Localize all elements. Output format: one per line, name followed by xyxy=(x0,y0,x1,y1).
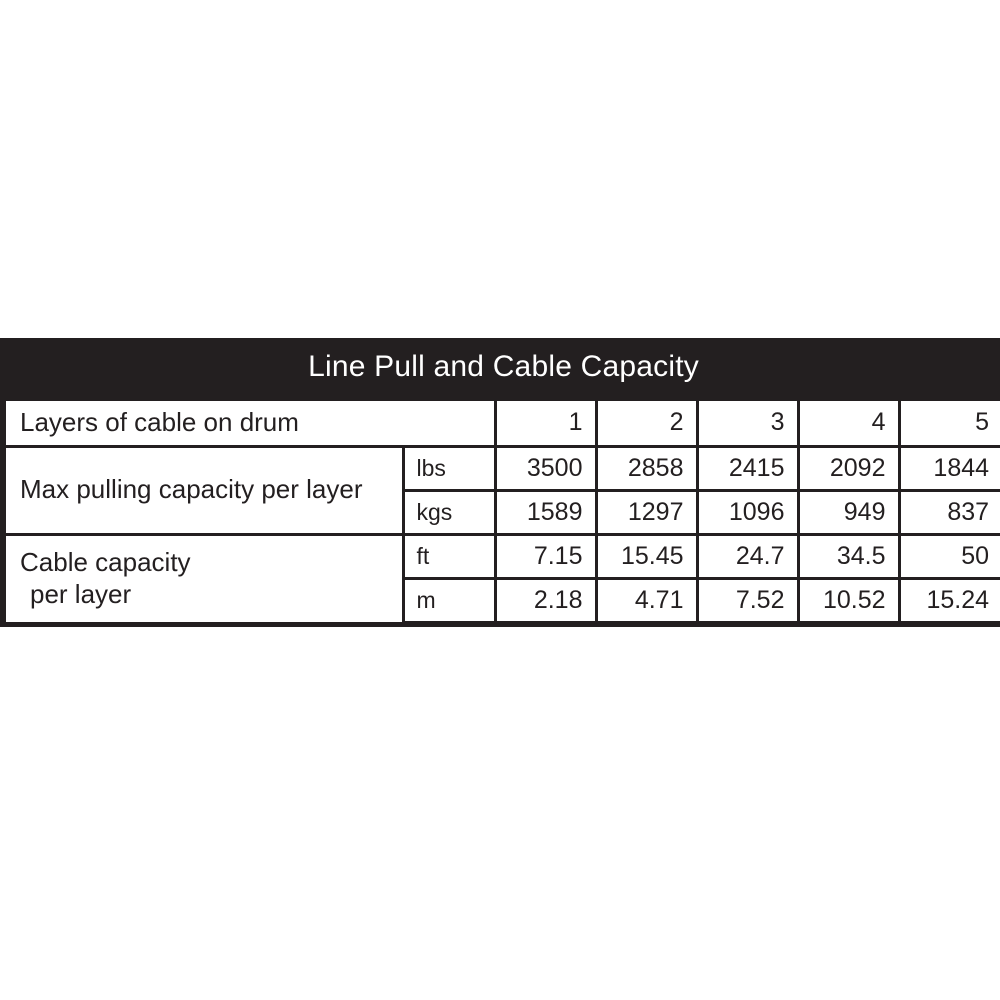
table-row-cable-capacity-ft xyxy=(3,534,1000,578)
cable-capacity-ft-layer-5: 50 xyxy=(899,534,1000,578)
row-label-line1: Max pulling capacity per xyxy=(20,474,299,505)
cable-capacity-ft-layer-3: 24.7 xyxy=(697,534,798,578)
unit-label-lbs: lbs xyxy=(403,446,495,490)
table-row-max-pull-lbs xyxy=(3,446,1000,490)
cable-capacity-m-layer-4: 10.52 xyxy=(798,578,899,624)
max-pull-lbs-layer-2: 2858 xyxy=(596,446,697,490)
unit-label-kgs: kgs xyxy=(403,490,495,534)
row-label-line1: Cable capacity xyxy=(20,547,191,578)
line-pull-cable-capacity-table-wrapper xyxy=(0,338,1000,627)
max-pull-kgs-layer-4: 949 xyxy=(798,490,899,534)
table-title: Line Pull and Cable Capacity xyxy=(3,338,1000,400)
max-pull-kgs-layer-5: 837 xyxy=(899,490,1000,534)
cable-capacity-m-layer-1: 2.18 xyxy=(495,578,596,624)
cable-capacity-ft-layer-1: 7.15 xyxy=(495,534,596,578)
unit-label-ft: ft xyxy=(403,534,495,578)
table-title-row xyxy=(3,338,1000,400)
cable-capacity-m-layer-3: 7.52 xyxy=(697,578,798,624)
max-pull-lbs-layer-3: 2415 xyxy=(697,446,798,490)
max-pull-kgs-layer-1: 1589 xyxy=(495,490,596,534)
row-label-layers: Layers of cable on drum xyxy=(3,400,495,447)
layer-header-3: 3 xyxy=(697,400,798,447)
cable-capacity-ft-layer-4: 34.5 xyxy=(798,534,899,578)
row-label-line2: layer xyxy=(306,474,363,505)
max-pull-lbs-layer-4: 2092 xyxy=(798,446,899,490)
max-pull-kgs-layer-3: 1096 xyxy=(697,490,798,534)
cable-capacity-ft-layer-2: 15.45 xyxy=(596,534,697,578)
layer-header-5: 5 xyxy=(899,400,1000,447)
max-pull-lbs-layer-5: 1844 xyxy=(899,446,1000,490)
unit-label-m: m xyxy=(403,578,495,624)
table-row-layers xyxy=(3,400,1000,447)
layer-header-1: 1 xyxy=(495,400,596,447)
row-label-cable-capacity xyxy=(3,534,403,624)
cable-capacity-m-layer-2: 4.71 xyxy=(596,578,697,624)
row-label-line2: per layer xyxy=(30,578,132,609)
line-pull-cable-capacity-table xyxy=(0,338,1000,627)
row-label-max-pulling-capacity xyxy=(3,446,403,534)
max-pull-kgs-layer-2: 1297 xyxy=(596,490,697,534)
max-pull-lbs-layer-1: 3500 xyxy=(495,446,596,490)
layer-header-2: 2 xyxy=(596,400,697,447)
cable-capacity-m-layer-5: 15.24 xyxy=(899,578,1000,624)
layer-header-4: 4 xyxy=(798,400,899,447)
